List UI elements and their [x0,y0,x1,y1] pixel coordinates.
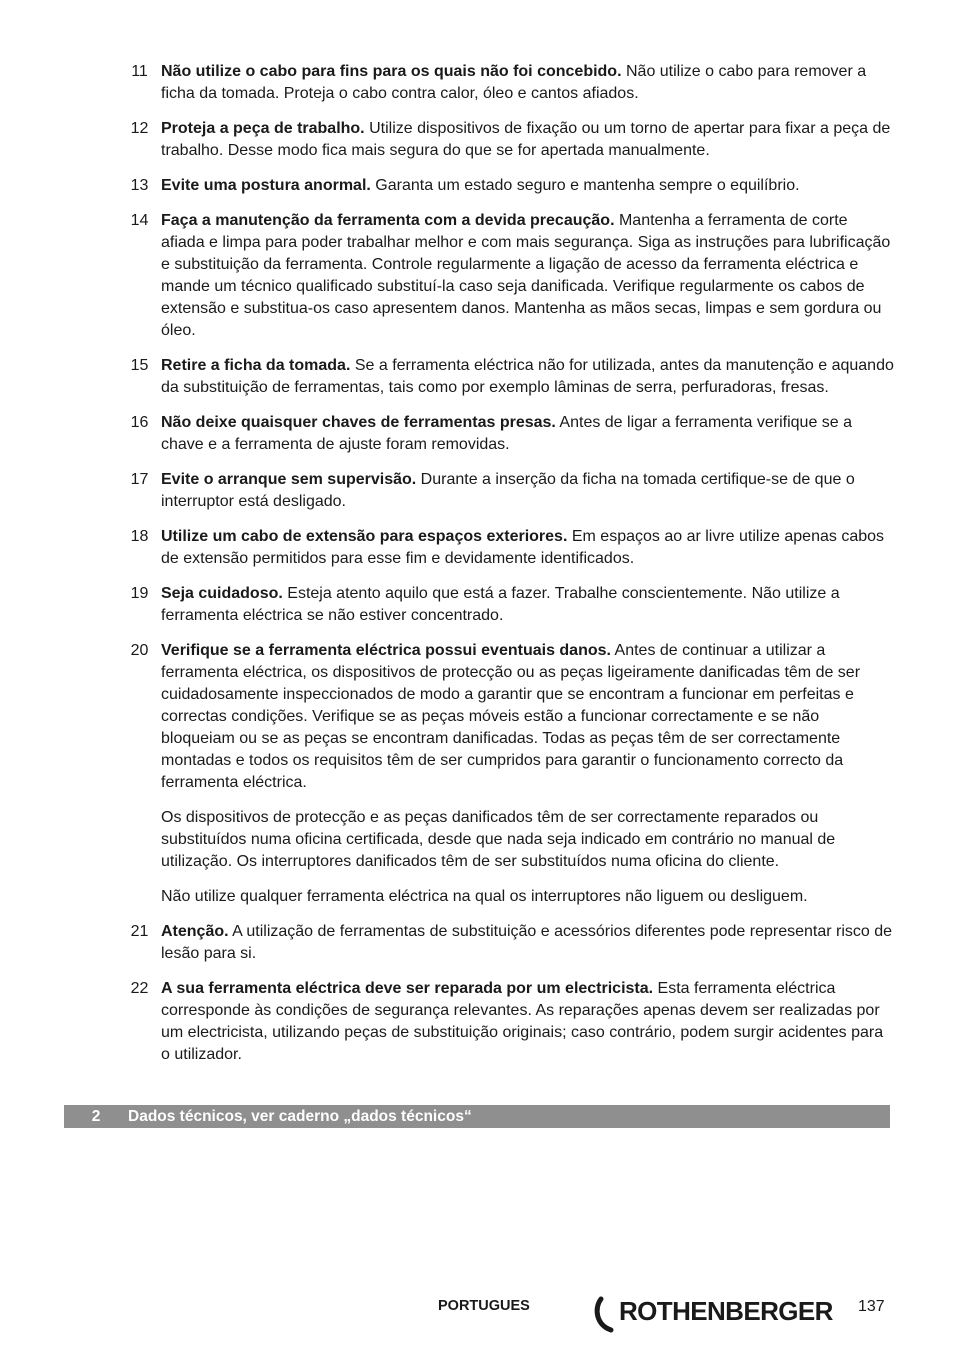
item-heading: Retire a ficha da tomada. [161,357,351,374]
item-number: 15 [130,357,149,374]
item-number: 21 [130,923,149,940]
item-text: Utilize dispositivos de fixação ou um torno de apertar para fixar a peça de trabalho. Desse modo fica mais segura do que se for apertada manualmente. [161,120,891,159]
page-number: 137 [858,1298,885,1315]
list-item [118,118,894,162]
item-number: 16 [130,414,149,431]
item-number: 18 [130,528,149,545]
item-body [161,412,894,456]
item-body [161,640,894,908]
item-paragraph [161,921,894,965]
item-heading: A sua ferramenta eléctrica deve ser reparada por um electricista. [161,980,654,997]
item-text: Mantenha a ferramenta de corte afiada e limpa para poder trabalhar melhor e com mais segurança. Siga as instruções para lubrificação e substituição da ferramenta. Controle regularmente a ligação de acesso da ferramenta eléctrica e mande um técnico qualificado substituí-la caso seja danificada. Verifique regularmente os cabos de extensão e substitua-os caso apresentem danos. Mantenha as mãos secas, limpas e sem gordura ou óleo. [161,212,891,339]
item-paragraph [161,469,894,513]
item-number: 22 [130,980,149,997]
item-text: Esteja atento aquilo que está a fazer. Trabalhe conscientemente. Não utilize a ferramenta eléctrica se não estiver concentrado. [161,585,840,624]
item-paragraph [161,583,894,627]
section-header [64,1105,890,1128]
item-heading: Seja cuidadoso. [161,585,283,602]
item-number: 17 [130,471,149,488]
footer-language: PORTUGUES [438,1298,530,1314]
item-body [161,978,894,1066]
item-paragraph [161,412,894,456]
item-text: A utilização de ferramentas de substituição e acessórios diferentes pode representar risco de lesão para si. [161,923,893,962]
list-item [118,469,894,513]
item-heading: Não utilize o cabo para fins para os quais não foi concebido. [161,63,622,80]
list-item [118,583,894,627]
item-text: Se a ferramenta eléctrica não for utilizada, antes da manutenção e aquando da substituição de ferramentas, tais como por exemplo lâminas de serra, perfuradoras, fresas. [161,357,894,396]
logo-wordmark: ROTHENBERGER [619,1296,833,1326]
list-item [118,412,894,456]
item-text: Antes de ligar a ferramenta verifique se a chave e a ferramenta de ajuste foram removidas. [161,414,853,453]
item-text: Garanta um estado seguro e mantenha sempre o equilíbrio. [375,177,800,194]
item-paragraph [161,175,894,197]
item-body [161,118,894,162]
item-text: Não utilize o cabo para remover a ficha da tomada. Proteja o cabo contra calor, óleo e cantos afiados. [161,63,867,102]
item-paragraph [161,61,894,105]
item-text: Antes de continuar a utilizar a ferramenta eléctrica, os dispositivos de protecção ou as peças ligeiramente danificadas têm de ser cuidadosamente inspeccionados de modo a garantir que se encontram a funcionar em perfeitas e correctas condições. Verifique se as peças móveis estão a funcionar correctamente e se não bloqueiam ou se as peças se encontram danificadas. Todas as peças têm de ser correctamente montadas e todos os requisitos têm de ser cumpridos para garantir o funcionamento correcto da ferramenta eléctrica. [161,642,861,791]
item-heading: Não deixe quaisquer chaves de ferramentas presas. [161,414,556,431]
item-body [161,526,894,570]
item-extra-paragraph: Os dispositivos de protecção e as peças danificados têm de ser correctamente reparados ou substituídos numa oficina certificada, desde que nada seja indicado em contrário no manual de utilização. Os interruptores danificados têm de ser substituídos numa oficina do cliente. [161,809,836,870]
safety-instructions-list [118,61,894,1079]
item-heading: Evite o arranque sem supervisão. [161,471,417,488]
list-item [118,355,894,399]
item-number: 12 [130,120,149,137]
list-item [118,640,894,908]
item-number: 13 [130,177,149,194]
section-number: 2 [91,1107,101,1125]
item-extra-paragraph: Não utilize qualquer ferramenta eléctrica na qual os interruptores não liguem ou desliguem. [161,888,808,905]
list-item [118,526,894,570]
item-paragraph [161,355,894,399]
item-body [161,61,894,105]
item-heading: Proteja a peça de trabalho. [161,120,365,137]
item-paragraph [161,118,894,162]
item-paragraph [161,978,894,1066]
list-item [118,921,894,965]
item-number: 19 [130,585,149,602]
item-heading: Faça a manutenção da ferramenta com a devida precaução. [161,212,615,229]
item-body [161,175,894,197]
list-item [118,978,894,1066]
item-body [161,355,894,399]
rothenberger-logo [594,1294,836,1334]
item-heading: Atenção. [161,923,229,940]
item-body [161,469,894,513]
item-paragraph [161,640,894,794]
list-item [118,210,894,342]
item-heading: Evite uma postura anormal. [161,177,371,194]
item-number: 11 [131,63,148,80]
item-number: 14 [130,212,149,229]
item-body [161,921,894,965]
item-number: 20 [130,642,149,659]
item-heading: Utilize um cabo de extensão para espaços exteriores. [161,528,568,545]
section-title: Dados técnicos, ver caderno „dados técnicos“ [128,1107,472,1125]
list-item [118,61,894,105]
item-paragraph [161,210,894,342]
item-text: Durante a inserção da ficha na tomada certifique-se de que o interruptor está desligado. [161,471,855,510]
item-heading: Verifique se a ferramenta eléctrica possui eventuais danos. [161,642,611,659]
item-text: Esta ferramenta eléctrica corresponde às condições de segurança relevantes. As reparações apenas devem ser realizadas por um electricista, utilizando peças de substituição originais; caso contrário, podem surgir acidentes para o utilizador. [161,980,884,1063]
item-paragraph [161,526,894,570]
item-text: Em espaços ao ar livre utilize apenas cabos de extensão permitidos para esse fim e devidamente identificados. [161,528,885,567]
item-body [161,583,894,627]
list-item [118,175,894,197]
item-body [161,210,894,342]
